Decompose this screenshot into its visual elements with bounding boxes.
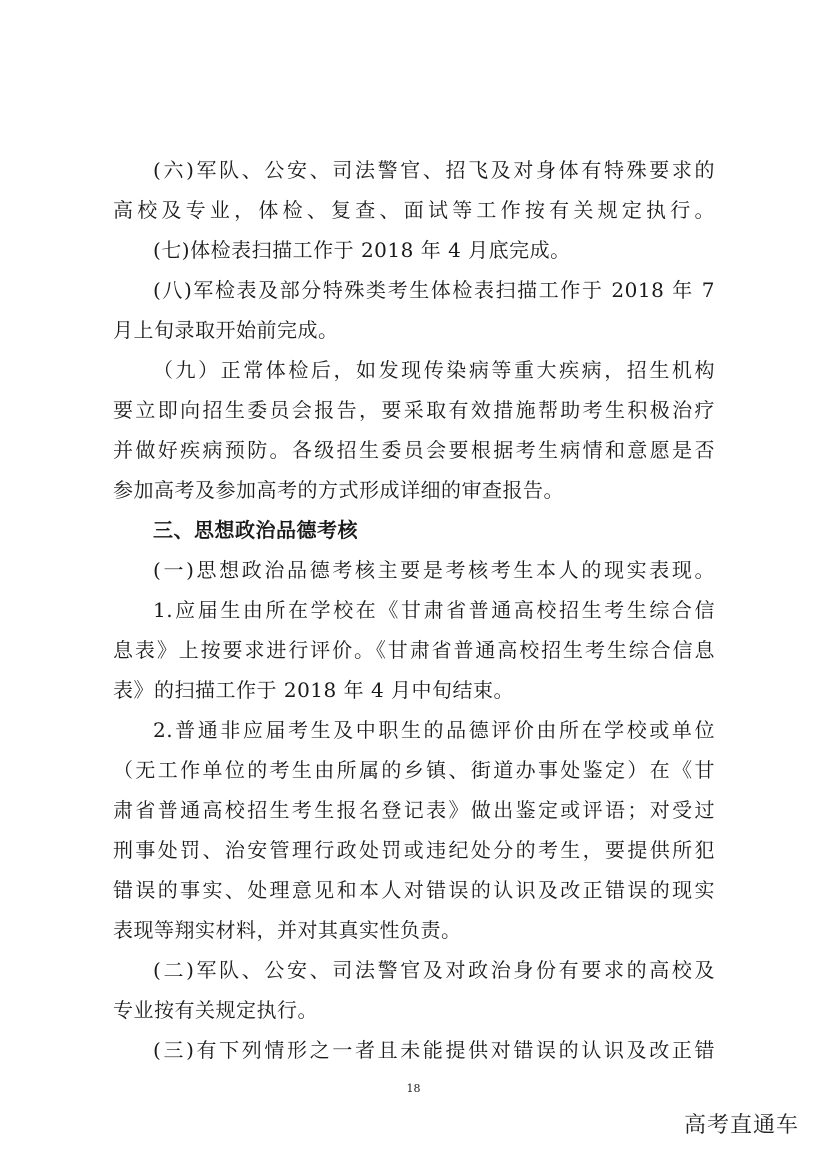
text-line: 2.普通非应届考生及中职生的品德评价由所在学校或单位 (153, 718, 715, 742)
text-line: （无工作单位的考生由所属的乡镇、街道办事处鉴定）在《甘 (113, 758, 715, 782)
text-line: 刑事处罚、治安管理行政处罚或违纪处分的考生，要提供所犯 (113, 838, 715, 862)
text-line: (六)军队、公安、司法警官、招飞及对身体有特殊要求的 (153, 158, 715, 182)
section-heading: 三、思想政治品德考核 (153, 518, 358, 542)
text-line: （九）正常体检后，如发现传染病等重大疾病，招生机构 (153, 358, 715, 382)
text-line: 1.应届生由所在学校在《甘肃省普通高校招生考生综合信 (153, 598, 715, 622)
text-line: 参加高考及参加高考的方式形成详细的审查报告。 (113, 478, 564, 502)
text-line: 表现等翔实材料，并对其真实性负责。 (113, 918, 462, 942)
text-line: 月上旬录取开始前完成。 (113, 318, 339, 342)
watermark: 高考直通车 (683, 1113, 799, 1138)
text-line: 表》的扫描工作于 2018 年 4 月中旬结束。 (113, 678, 515, 702)
text-line: 并做好疾病预防。各级招生委员会要根据考生病情和意愿是否 (113, 438, 715, 462)
text-line: 肃省普通高校招生考生报名登记表》做出鉴定或评语；对受过 (113, 798, 715, 822)
text-line: 要立即向招生委员会报告，要采取有效措施帮助考生积极治疗 (113, 398, 715, 422)
text-line: 专业按有关规定执行。 (113, 998, 318, 1022)
text-line: (一)思想政治品德考核主要是考核考生本人的现实表现。 (153, 558, 715, 582)
text-line: (二)军队、公安、司法警官及对政治身份有要求的高校及 (153, 958, 715, 982)
text-line: (三)有下列情形之一者且未能提供对错误的认识及改正错 (153, 1038, 715, 1062)
page-number: 18 (406, 1082, 421, 1095)
text-line: 错误的事实、处理意见和本人对错误的认识及改正错误的现实 (113, 878, 715, 902)
text-line: 高校及专业，体检、复查、面试等工作按有关规定执行。 (113, 198, 715, 222)
text-line: (八)军检表及部分特殊类考生体检表扫描工作于 2018 年 7 (153, 278, 715, 302)
text-line: (七)体检表扫描工作于 2018 年 4 月底完成。 (153, 238, 571, 262)
text-line: 息表》上按要求进行评价。《甘肃省普通高校招生考生综合信息 (113, 638, 715, 662)
